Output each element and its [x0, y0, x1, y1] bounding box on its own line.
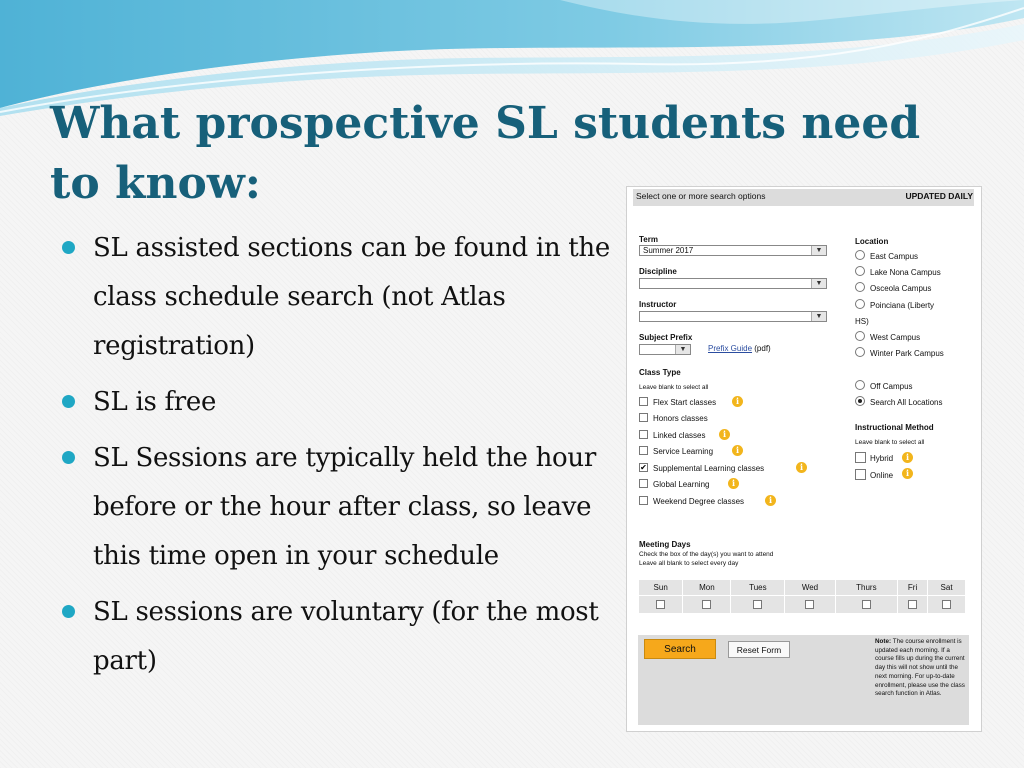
search-all-locations-radio[interactable]: [855, 396, 865, 406]
day-header: Fri: [898, 580, 928, 596]
off-campus-radio[interactable]: [855, 380, 865, 390]
subject-prefix-label: Subject Prefix: [639, 333, 693, 342]
osceola-radio[interactable]: [855, 282, 865, 292]
meeting-days-label: Meeting Days: [639, 540, 691, 549]
instructor-select[interactable]: [639, 311, 827, 322]
wednesday-checkbox[interactable]: [805, 600, 814, 609]
bullet-list: [62, 224, 622, 693]
location-option-label: East Campus: [870, 252, 919, 261]
day-header: Wed: [785, 580, 835, 596]
day-header: Sat: [928, 580, 966, 596]
location-option-label: West Campus: [870, 333, 921, 342]
instructional-method-hint: Leave blank to select all: [855, 439, 925, 446]
location-option-label: Winter Park Campus: [870, 349, 944, 358]
weekend-degree-checkbox[interactable]: [639, 496, 648, 505]
sunday-checkbox[interactable]: [656, 600, 665, 609]
chevron-down-icon: ▼: [811, 312, 826, 321]
flex-start-checkbox[interactable]: [639, 397, 648, 406]
class-type-label: Class Type: [639, 368, 681, 377]
service-learning-checkbox[interactable]: [639, 446, 648, 455]
bullet-dot-icon: [62, 605, 75, 618]
info-icon[interactable]: i: [732, 445, 743, 456]
bullet-text: SL is free: [93, 387, 217, 417]
location-option-label: Off Campus: [870, 382, 913, 391]
day-header: Sun: [639, 580, 683, 596]
list-item: [62, 224, 622, 371]
class-type-option-label: Supplemental Learning classes: [653, 464, 765, 473]
info-icon[interactable]: i: [732, 396, 743, 407]
day-cell: [639, 596, 683, 614]
global-learning-checkbox[interactable]: [639, 479, 648, 488]
bullet-text: SL Sessions are typically held the hour before or the hour after class, so leave this time open in your schedule: [93, 443, 596, 571]
meeting-days-hint: Leave all blank to select every day: [639, 560, 739, 567]
list-item: [62, 378, 622, 427]
note-label: Note:: [875, 638, 892, 645]
subject-prefix-select[interactable]: [639, 344, 691, 355]
discipline-label: Discipline: [639, 267, 677, 276]
reset-form-button[interactable]: Reset Form: [728, 641, 790, 658]
list-item: [62, 434, 622, 581]
day-header: Mon: [683, 580, 731, 596]
day-cell: [731, 596, 785, 614]
method-option-label: Online: [870, 471, 894, 480]
day-cell: [928, 596, 966, 614]
list-item: [62, 588, 622, 686]
info-icon[interactable]: i: [765, 495, 776, 506]
days-header-row: [639, 580, 966, 596]
chevron-down-icon: ▼: [811, 246, 826, 255]
winter-park-radio[interactable]: [855, 347, 865, 357]
friday-checkbox[interactable]: [908, 600, 917, 609]
chevron-down-icon: ▼: [811, 279, 826, 288]
tuesday-checkbox[interactable]: [753, 600, 762, 609]
info-icon[interactable]: i: [902, 452, 913, 463]
honors-checkbox[interactable]: [639, 413, 648, 422]
info-icon[interactable]: i: [728, 478, 739, 489]
class-type-option-label: Flex Start classes: [653, 398, 717, 407]
term-label: Term: [639, 235, 658, 244]
class-type-option-label: Service Learning: [653, 447, 714, 456]
class-type-option-label: Linked classes: [653, 431, 706, 440]
east-campus-radio[interactable]: [855, 250, 865, 260]
bullet-dot-icon: [62, 451, 75, 464]
supplemental-learning-checkbox[interactable]: ✔: [640, 463, 647, 472]
location-option-label: Osceola Campus: [870, 284, 932, 293]
thursday-checkbox[interactable]: [862, 600, 871, 609]
location-option-label-continued: HS): [855, 317, 869, 326]
bullet-dot-icon: [62, 241, 75, 254]
radio-selected-dot: [858, 399, 862, 403]
term-value: Summer 2017: [643, 246, 694, 255]
day-cell: [683, 596, 731, 614]
chevron-down-icon: ▼: [675, 345, 690, 354]
location-option-label: Poinciana (Liberty: [870, 301, 935, 310]
search-button[interactable]: Search: [644, 639, 716, 659]
updated-daily-label: UPDATED DAILY: [905, 191, 973, 201]
day-header: Thurs: [835, 580, 897, 596]
day-header: Tues: [731, 580, 785, 596]
class-type-hint: Leave blank to select all: [639, 384, 709, 391]
prefix-guide-format: (pdf): [754, 344, 771, 353]
class-type-option-label: Honors classes: [653, 414, 708, 423]
day-cell: [835, 596, 897, 614]
enrollment-note: [875, 638, 967, 699]
bullet-text: SL assisted sections can be found in the class schedule search (not Atlas registration): [93, 233, 610, 361]
day-cell: [785, 596, 835, 614]
location-option-label: Search All Locations: [870, 398, 943, 407]
prefix-guide-link[interactable]: Prefix Guide: [708, 344, 753, 353]
search-actions-panel: [638, 635, 969, 725]
instructional-method-label: Instructional Method: [855, 423, 934, 432]
class-search-screenshot: [626, 186, 982, 732]
bullet-dot-icon: [62, 395, 75, 408]
lake-nona-radio[interactable]: [855, 266, 865, 276]
note-text: The course enrollment is updated each morning. If a course fills up during the current day this will not show until the next morning. For up-to-date enrollment, please use the class search function in Atlas.: [875, 638, 965, 698]
monday-checkbox[interactable]: [702, 600, 711, 609]
online-checkbox[interactable]: [855, 469, 866, 480]
linked-checkbox[interactable]: [639, 430, 648, 439]
method-option-label: Hybrid: [870, 454, 894, 463]
term-select[interactable]: [639, 245, 827, 256]
saturday-checkbox[interactable]: [942, 600, 951, 609]
slide-title: What prospective SL students need to know:: [50, 98, 921, 209]
class-type-option-label: Global Learning: [653, 480, 710, 489]
meeting-days-hint: Check the box of the day(s) you want to attend: [639, 551, 774, 558]
info-icon[interactable]: i: [902, 468, 913, 479]
day-cell: [898, 596, 928, 614]
location-label: Location: [855, 237, 889, 246]
prefix-guide: [708, 344, 771, 353]
location-option-label: Lake Nona Campus: [870, 268, 941, 277]
meeting-days-table: [638, 579, 966, 614]
west-campus-radio[interactable]: [855, 331, 865, 341]
days-checkbox-row: [639, 596, 966, 614]
info-icon[interactable]: i: [719, 429, 730, 440]
poinciana-radio[interactable]: [855, 299, 865, 309]
hybrid-checkbox[interactable]: [855, 452, 866, 463]
bullet-text: SL sessions are voluntary (for the most part): [93, 597, 599, 676]
class-type-option-label: Weekend Degree classes: [653, 497, 745, 506]
instructor-label: Instructor: [639, 300, 677, 309]
panel-header-instructions: Select one or more search options: [636, 191, 766, 201]
discipline-select[interactable]: [639, 278, 827, 289]
info-icon[interactable]: i: [796, 462, 807, 473]
